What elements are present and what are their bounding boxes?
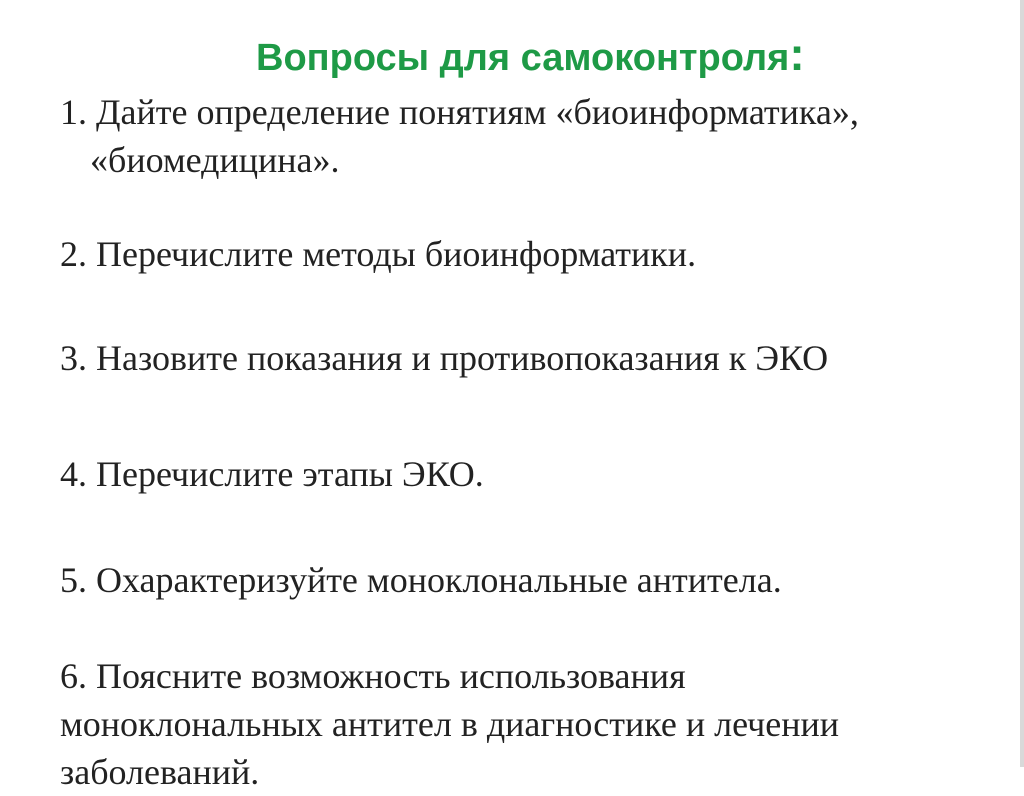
question-4-line-1: 4. Перечислите этапы ЭКО.	[60, 454, 484, 494]
question-6	[60, 652, 839, 796]
question-5	[60, 556, 782, 604]
question-3-line-1: 3. Назовите показания и противопоказания к ЭКО	[60, 338, 829, 378]
question-2-line-1: 2. Перечислите методы биоинформатики.	[60, 234, 697, 274]
slide-edge-divider	[1020, 0, 1024, 767]
question-4	[60, 450, 484, 498]
question-2	[60, 230, 696, 278]
question-6-line-2: моноклональных антител в диагностике и лечении	[60, 704, 840, 744]
question-1-line-2: «биомедицина».	[90, 140, 340, 180]
question-1-line-1: 1. Дайте определение понятиям «биоинформатика»,	[60, 92, 859, 132]
question-6-line-1: 6. Поясните возможность использования	[60, 656, 686, 696]
question-5-line-1: 5. Охарактеризуйте моноклональные антитела.	[60, 560, 782, 600]
slide-title-colon: :	[789, 28, 805, 80]
slide-title	[256, 28, 805, 84]
slide-title-text: Вопросы для самоконтроля	[256, 37, 790, 79]
question-3	[60, 334, 828, 382]
question-1	[60, 88, 859, 184]
question-6-line-3: заболеваний.	[60, 752, 260, 792]
